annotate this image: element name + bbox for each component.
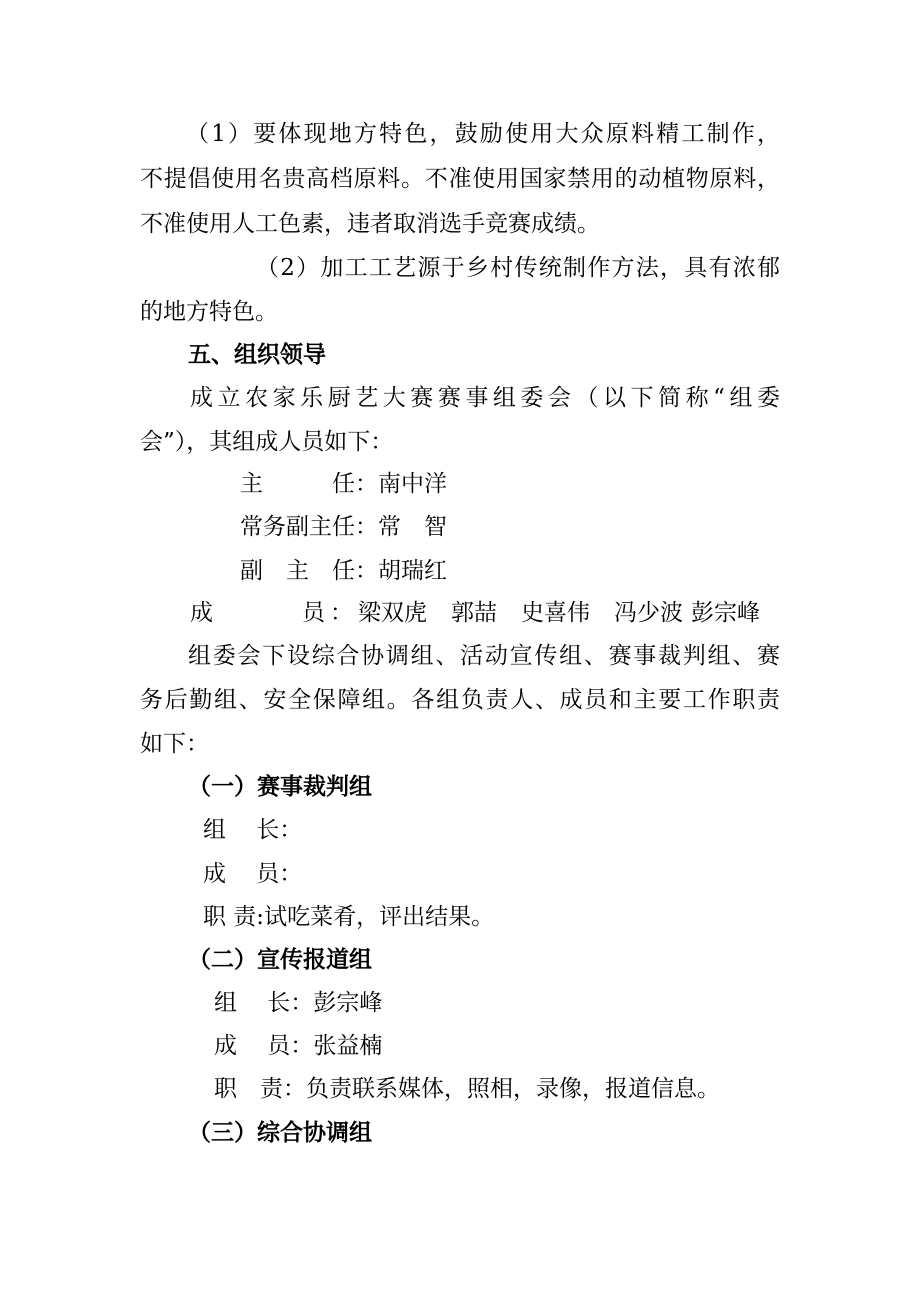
subgroups-line-2: 务后勤组、安全保障组。各组负责人、成员和主要工作职责	[140, 687, 780, 713]
group-3-heading: （三）综合协调组	[188, 1119, 372, 1146]
committee-members-row	[190, 591, 780, 635]
section-5-intro-line-1: 成立农家乐厨艺大赛赛事组委会（以下简称“组委	[190, 385, 780, 411]
committee-executive-deputy-name: 常 智	[378, 514, 447, 540]
subgroups-line-3: 如下：	[140, 731, 209, 757]
group-2-members-row	[214, 1024, 854, 1068]
group-2-leader-label: 组 长：	[214, 990, 314, 1016]
committee-members-label: 成 员：	[190, 600, 358, 626]
committee-deputy-row	[240, 549, 880, 593]
section-5-intro-line-2: 会”），其组成人员如下：	[140, 429, 394, 455]
committee-executive-deputy-label: 常务副主任：	[240, 514, 378, 540]
requirement-1-line-3: 不准使用人工色素，违者取消选手竞赛成绩。	[140, 211, 600, 237]
group-2-duty-row	[214, 1067, 854, 1111]
group-2-leader-name: 彭宗峰	[313, 990, 383, 1016]
committee-member-name: 彭宗峰	[691, 600, 760, 626]
group-1-heading: （一）赛事裁判组	[188, 773, 372, 800]
committee-member-name: 史喜伟	[521, 600, 590, 626]
section-5-heading: 五、组织领导	[188, 341, 326, 368]
group-2-duty-label: 职 责：	[214, 1076, 306, 1102]
group-1-duty-row	[203, 895, 843, 939]
group-1-duty-label: 职 责:	[203, 904, 265, 930]
group-1-leader-label: 组 长：	[203, 817, 303, 843]
committee-director-name: 南中洋	[378, 471, 447, 497]
committee-director-label: 主 任：	[240, 471, 378, 497]
group-1-leader-row	[203, 808, 843, 852]
committee-executive-deputy-row	[240, 505, 880, 549]
requirement-2-line-2: 的地方特色。	[140, 299, 278, 325]
requirement-1-text-1: （1）要体现地方特色，鼓励使用大众原料精工制作，	[186, 121, 780, 147]
committee-director-row	[240, 462, 880, 506]
requirement-2-line-1: （2）加工工艺源于乡村传统制作方法，具有浓郁	[256, 255, 780, 281]
group-2-members-label: 成 员：	[214, 1033, 314, 1059]
group-2-duty-value: 负责联系媒体，照相，录像，报道信息。	[306, 1076, 720, 1102]
group-2-leader-row	[214, 981, 854, 1025]
group-1-members-row	[203, 852, 843, 896]
requirement-1-line-1	[186, 112, 780, 156]
committee-member-name: 冯少波	[614, 600, 683, 626]
group-1-members-label: 成 员：	[203, 861, 303, 887]
committee-deputy-label: 副 主 任：	[240, 558, 378, 584]
committee-member-name: 梁双虎	[358, 600, 427, 626]
requirement-1-line-2: 不提倡使用名贵高档原料。不准使用国家禁用的动植物原料，	[140, 166, 780, 192]
committee-member-name: 郭喆	[451, 600, 497, 626]
committee-deputy-name: 胡瑞红	[378, 558, 447, 584]
subgroups-line-1: 组委会下设综合协调组、活动宣传组、赛事裁判组、赛	[188, 643, 780, 669]
group-1-duty-value: 试吃菜肴，评出结果。	[264, 904, 495, 930]
group-2-heading: （二）宣传报道组	[188, 946, 372, 973]
group-2-members-name: 张益楠	[313, 1033, 383, 1059]
